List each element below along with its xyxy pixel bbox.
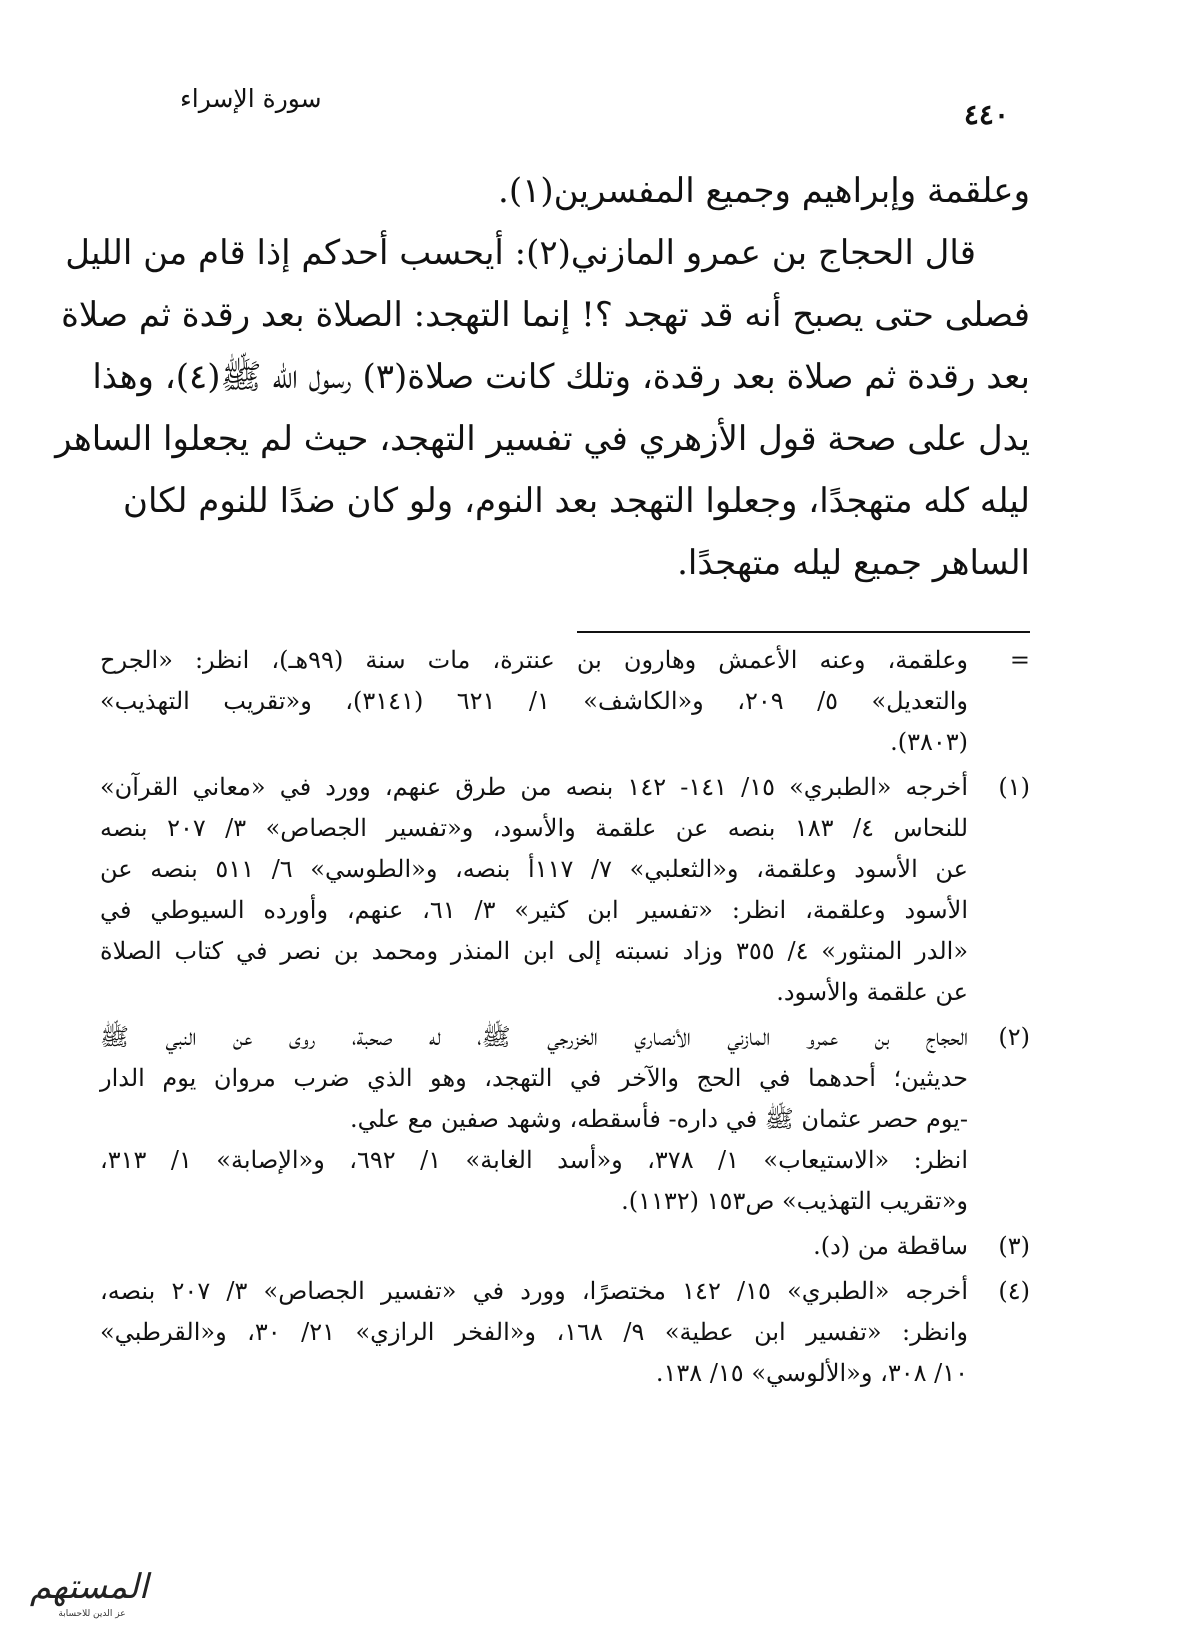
footnotes-block [100,640,1030,1398]
footnote-line: ١٠/ ٣٠٨، و«الألوسي» ١٥/ ١٣٨. [655,1359,968,1387]
footnote-line: وانظر: «تفسير ابن عطية» ٩/ ١٦٨، و«الفخر الرازي» ٢١/ ٣٠، و«القرطبي» [100,1318,969,1346]
page-number: ٤٤٠ [963,98,1009,131]
main-text-line: الساهر جميع ليله متهجدًا. [677,543,1030,583]
footnote-line: وعلقمة، وعنه الأعمش وهارون بن عنترة، مات سنة (٩٩هـ)، انظر: «الجرح [100,646,968,674]
footnote-line: عن الأسود وعلقمة، و«الثعلبي» ٧/ ١١٧أ بنصه، و«الطوسي» ٦/ ٥١١ بنصه عن [100,855,968,883]
footnote-2 [100,1017,1030,1222]
footnote-line: للنحاس ٤/ ١٨٣ بنصه عن علقمة والأسود، و«تفسير الجصاص» ٣/ ٢٠٧ بنصه [100,814,969,842]
footnote-divider [577,631,1030,633]
running-header-surah-title: سورة الإسراء [180,84,322,113]
footnote-line: ساقطة من (د). [813,1232,968,1260]
footnote-line: و«تقريب التهذيب» ص١٥٣ (١١٣٢). [621,1187,968,1215]
footnote-line: عن علقمة والأسود. [776,978,968,1006]
footnote-3 [100,1226,1030,1267]
footnote-marker: (١) [998,773,1030,801]
watermark-logo-text: المستهم [29,1567,149,1607]
footnote-line: (٣٨٠٣). [890,728,968,756]
footnote-line: أخرجه «الطبري» ١٥/ ١٤١- ١٤٢ بنصه من طرق عنهم، وورد في «معاني القرآن» [100,773,969,801]
footnote-marker: (٣) [998,1232,1030,1260]
main-text-line: وعلقمة وإبراهيم وجميع المفسرين(١). [498,171,1030,211]
main-text-line: بعد رقدة ثم صلاة بعد رقدة، وتلك كانت صلاة(٣) رسول الله ﷺ(٤)، وهذا [92,357,1030,397]
footnote-line: الأسود وعلقمة، انظر: «تفسير ابن كثير» ٣/ ٦١، عنهم، وأورده السيوطي في [100,896,969,924]
footnote-marker: (٤) [998,1277,1030,1305]
footnote-line: حديثين؛ أحدهما في الحج والآخر في التهجد، وهو الذي ضرب مروان يوم الدار [100,1064,968,1092]
footnote-marker: = [1009,646,1030,674]
footnote-line: والتعديل» ٥/ ٢٠٩، و«الكاشف» ١/ ٦٢١ (٣١٤١)، و«تقريب التهذيب» [100,687,969,715]
footnote-continuation [100,640,1030,763]
footnote-line: انظر: «الاستيعاب» ١/ ٣٧٨، و«أسد الغابة» ١/ ٦٩٢، و«الإصابة» ١/ ٣١٣، [100,1146,969,1174]
watermark-logo [14,1562,164,1622]
footnote-1 [100,767,1030,1013]
main-text-block [55,160,1030,594]
main-text-line: قال الحجاج بن عمرو المازني(٢): أيحسب أحدكم إذا قام من الليل [65,233,976,273]
footnote-4 [100,1271,1030,1394]
watermark-sub-text: عز الدين للاحسابة [58,1609,126,1619]
main-text-line: يدل على صحة قول الأزهري في تفسير التهجد، حيث لم يجعلوا الساهر [55,419,1030,459]
footnote-marker: (٢) [998,1023,1030,1051]
main-text-line: فصلى حتى يصبح أنه قد تهجد ؟! إنما التهجد: الصلاة بعد رقدة ثم صلاة [61,295,1030,335]
footnote-line: أخرجه «الطبري» ١٥/ ١٤٢ مختصرًا، وورد في «تفسير الجصاص» ٣/ ٢٠٧ بنصه، [100,1277,969,1305]
footnote-line: الحجاج بن عمرو المازني الأنصاري الخزرجي ﷺ، له صحبة، روى عن النبي ﷺ [100,1023,968,1051]
footnote-line: -يوم حصر عثمان ﷺ في داره- فأسقطه، وشهد صفين مع علي. [350,1105,968,1133]
footnote-line: «الدر المنثور» ٤/ ٣٥٥ وزاد نسبته إلى ابن المنذر ومحمد بن نصر في كتاب الصلاة [100,937,968,965]
main-text-line: ليله كله متهجدًا، وجعلوا التهجد بعد النوم، ولو كان ضدًا للنوم لكان [123,481,1030,521]
